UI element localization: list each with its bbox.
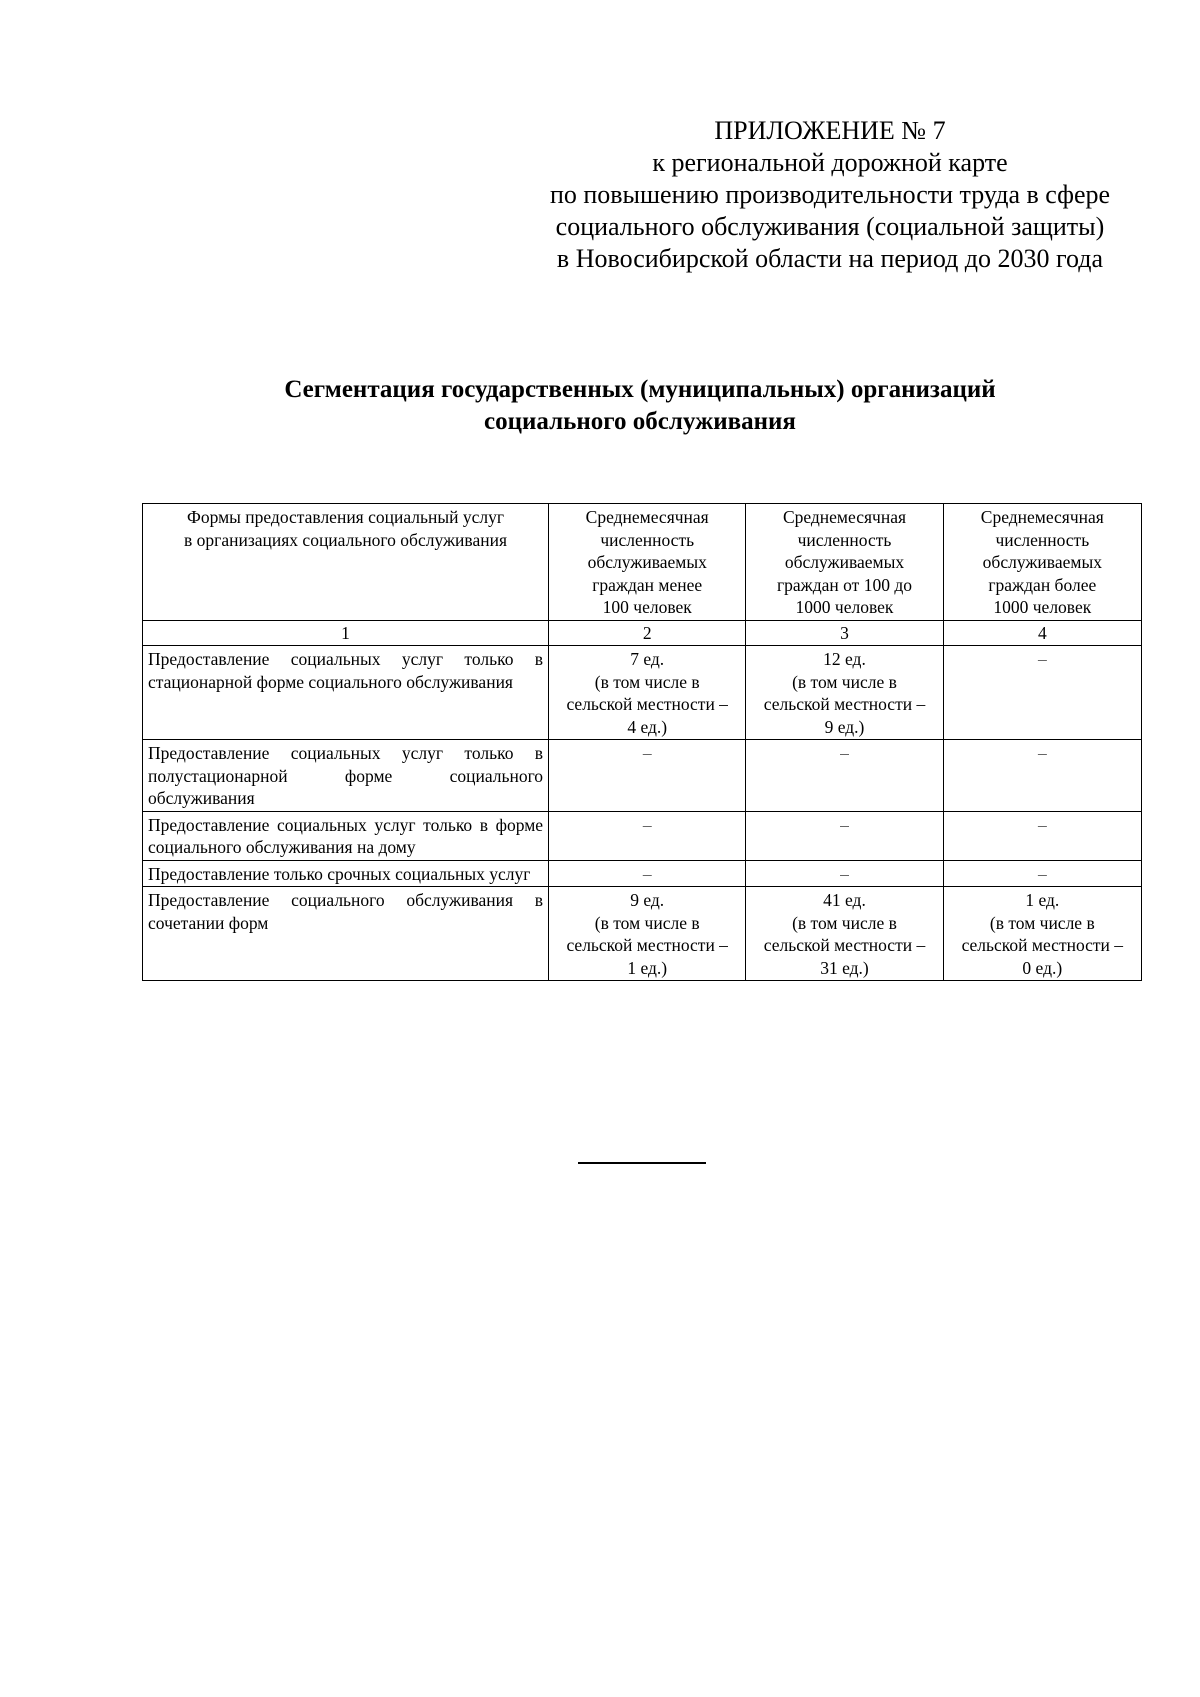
closing-rule — [578, 1162, 706, 1164]
appendix-line: по повышению производительности труда в сфере — [549, 180, 1111, 209]
appendix-line: социального обслуживания (социальной защиты) — [555, 212, 1105, 241]
header-cell-over-1000: Среднемесячная численность обслуживаемых граждан более 1000 человек — [943, 504, 1141, 621]
title-line: социального обслуживания — [484, 408, 796, 435]
title-line: Сегментация государственных (муниципальных) организаций — [284, 376, 996, 403]
table-cell: – — [943, 860, 1141, 887]
appendix-header — [520, 115, 1140, 275]
row-label: Предоставление социального обслуживания в сочетании форм — [143, 887, 549, 981]
segmentation-table — [142, 503, 1142, 981]
table-cell: 7 ед. (в том числе в сельской местности – 4 ед.) — [549, 646, 746, 740]
table-row — [143, 646, 1142, 740]
table-cell: – — [746, 811, 943, 860]
header-cell-100-1000: Среднемесячная численность обслуживаемых граждан от 100 до 1000 человек — [746, 504, 943, 621]
column-number-row — [143, 620, 1142, 646]
column-number: 3 — [746, 620, 943, 646]
table-cell: – — [549, 860, 746, 887]
table-cell: – — [943, 646, 1141, 740]
appendix-line: в Новосибирской области на период до 2030 года — [556, 244, 1104, 273]
table-row — [143, 740, 1142, 812]
table-row — [143, 811, 1142, 860]
document-title — [140, 374, 1140, 438]
row-label: Предоставление социальных услуг только в стационарной форме социального обслуживания — [143, 646, 549, 740]
table-header-row — [143, 504, 1142, 621]
header-cell-forms: Формы предоставления социальный услуг в организациях социального обслуживания — [143, 504, 549, 621]
row-label: Предоставление социальных услуг только в форме социального обслуживания на дому — [143, 811, 549, 860]
table-cell: – — [549, 740, 746, 812]
appendix-line: к региональной дорожной карте — [652, 148, 1008, 177]
table-cell: – — [746, 740, 943, 812]
table-cell: – — [746, 860, 943, 887]
table-row — [143, 860, 1142, 887]
table-cell: – — [943, 740, 1141, 812]
header-cell-under-100: Среднемесячная численность обслуживаемых граждан менее 100 человек — [549, 504, 746, 621]
column-number: 4 — [943, 620, 1141, 646]
table-cell: – — [549, 811, 746, 860]
table-cell: 41 ед. (в том числе в сельской местности – 31 ед.) — [746, 887, 943, 981]
column-number: 1 — [143, 620, 549, 646]
table-row — [143, 887, 1142, 981]
table-cell: 1 ед. (в том числе в сельской местности – 0 ед.) — [943, 887, 1141, 981]
table-cell: 12 ед. (в том числе в сельской местности – 9 ед.) — [746, 646, 943, 740]
row-label: Предоставление социальных услуг только в полустационарной форме социального обслуживания — [143, 740, 549, 812]
row-label: Предоставление только срочных социальных услуг — [143, 860, 549, 887]
column-number: 2 — [549, 620, 746, 646]
appendix-number: ПРИЛОЖЕНИЕ № 7 — [714, 116, 946, 145]
table-cell: – — [943, 811, 1141, 860]
table-cell: 9 ед. (в том числе в сельской местности – 1 ед.) — [549, 887, 746, 981]
